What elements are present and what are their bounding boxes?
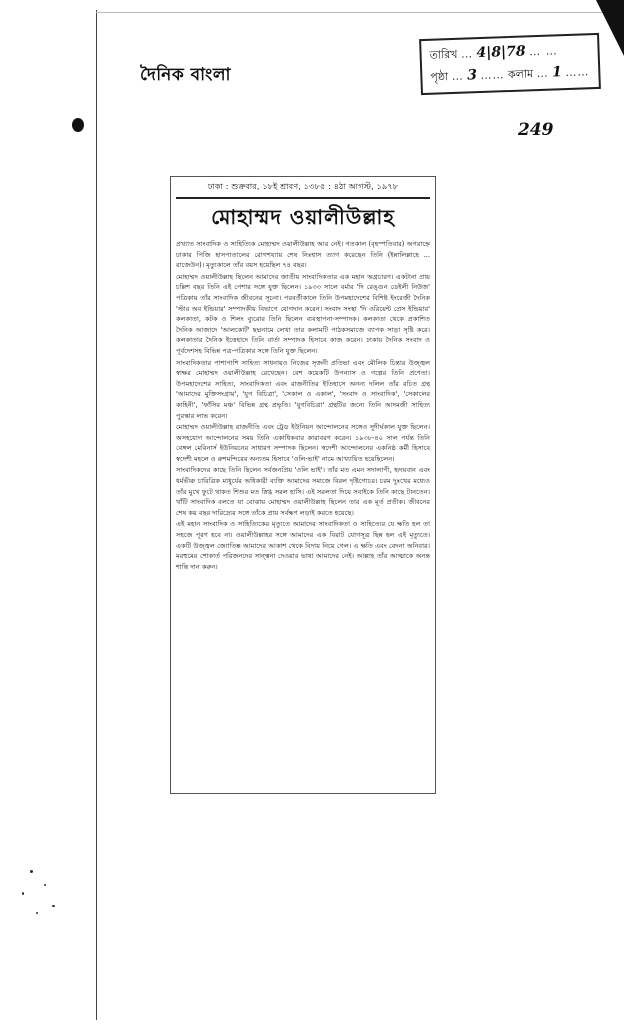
stamp-date-row: তারিখ … 4|8|78 … … — [429, 43, 558, 62]
clipping-paragraph: মোহাম্মদ ওয়ালীউল্লাহ ছিলেন আমাদের জাতীয় সাংবাদিকতার এক মহান অগ্রচারণ। একটানা প্রায় চল্লিশ বছর তিনি এই পেশার সঙ্গে যুক্ত ছিলেন। ১৯৩৩ সালে বর্মার 'দি রেঙ্গুন ডেইলী নিউজ' পত্রিকায় তাঁর সাংবাদিক জীবনের সূচনা। পরবর্তীকালে তিনি উপমহাদেশের বিশিষ্ট ইংরেজী দৈনিক 'স্টার অব ইন্ডিয়ার' সম্পাদকীয় বিভাগে যোগদান করেন। সংবাদ সংস্থা 'দি ওরিয়েন্ট প্রেস ইন্ডিয়ার' কলকাতা, কটক ও শিলং ব্যুরোর তিনি ছিলেন ব্যবস্থাপনা-সম্পাদক। কলকাতা থেকে প্রকাশিত দৈনিক আজাদে 'আলকোর্ট' ছদ্মনামে লেখা তার কলামটি পাঠকসমাজে ব্যাপক সাড়া সৃষ্টি করে। কলকাতার দৈনিক ইত্তেহাদে তিনি বার্তা সম্পাদক হিসাবে কাজ করেন। ঢাকায় দৈনিক সংবাদ ও পূর্বদেশসহ বিভিন্ন পত্র-পত্রিকার সঙ্গে তিনি যুক্ত ছিলেন। — [176, 272, 430, 355]
punch-hole — [72, 118, 84, 132]
clipping-paragraph: এই মহান সাংবাদিক ও সাহিত্যিকের মৃত্যুতে আমাদের সাংবাদিকতা ও সাহিত্যের যে ক্ষতি হল তা সহজে পূরণ হবে না। ওয়ালীউল্লাহর সঙ্গে আমাদের এক বিরাট যোগসূত্র ছিন্ন হল এই মৃত্যুতে। একটি উজ্জ্বল জ্যোতিষ্ক আমাদের আকাশ থেকে বিদায় নিয়ে গেল। এ ক্ষতি এবং বেদনা অনিবার। মরহুমের শোকার্ত পরিজনদের সান্ত্বনা দেওয়ার ভাষা আমাদের নেই। আল্লাহ তাঁর আত্মাকে অনন্ত শান্তি দান করুন। — [176, 520, 430, 571]
stamp-column-value: 1 — [551, 64, 563, 81]
scan-top-edge — [96, 12, 606, 13]
scan-page-edge — [96, 10, 97, 1020]
stamp-date-value: 4|8|78 — [476, 43, 526, 62]
scan-speck — [44, 884, 46, 886]
clipping-paragraph: মোহাম্মদ ওয়ালীউল্লাহ রাজনীতি এবং ট্রেড ইউনিয়ন আন্দোলনের সঙ্গেও সুদীর্ঘকাল যুক্ত ছিলেন। অসহযোগ আন্দোলনের সময় তিনি একাধিকবার কারাবরণ করেন। ১৯৩৮-৪০ সাল পর্যন্ত তিনি বেঙ্গল মেরিনার্স ইউনিয়নের সাধারণ সম্পাদক ছিলেন। স্বদেশী আন্দোলনের একনিষ্ঠ কর্মী হিসাবে স্বদেশী মহলে ও রুশমন্দিরের অন্যতম হিসাবে 'ওলি-ভাই' নামে আখ্যায়িত হয়েছিলেন। — [176, 423, 430, 463]
archive-page-number: 249 — [518, 120, 554, 140]
scan-speck — [22, 892, 24, 895]
stamp-date-label: তারিখ — [429, 47, 458, 62]
clipping-dateline: ঢাকা : শুক্রবার, ১৮ই শ্রাবণ, ১৩৮৫ : ৪ঠা আগস্ট, ১৯৭৮ — [176, 181, 430, 199]
newspaper-name: দৈনিক বাংলা — [140, 65, 231, 85]
stamp-page-row: পৃষ্ঠা … 3 …… কলাম … 1 …… — [430, 64, 590, 84]
clipping-paragraph: প্রখ্যাত সাংবাদিক ও সাহিত্যিক মোহাম্মদ ওয়ালীউল্লাহ আর নেই। গতকাল (বৃহস্পতিবার) অপরাহ্নে ঢাকার পিজি হাসপাতালের রোগশয্যায় শেষ নিঃশ্বাস ত্যাগ করেছেন তিনি (ইন্নালিল্লাহে ... রাজেউন)। মৃত্যুকালে তাঁর বয়স হয়েছিল ৭৪ বছর। — [176, 240, 430, 270]
archive-stamp — [419, 33, 601, 95]
stamp-column-label: কলাম — [507, 67, 534, 82]
folded-corner — [596, 0, 624, 56]
clipping-headline: মোহাম্মদ ওয়ালীউল্লাহ — [211, 205, 395, 229]
clipping-paragraph: সাংবাদিকদের কাছে তিনি ছিলেন সর্বজনপ্রিয় 'ওলি ভাই'। তাঁর মত এমন সদালাপী, হৃদয়বান এবং ধর্মভীরু চারিত্রিক মাধুর্যের অধিকারী ব্যক্তি আমাদের সমাজে বিরল দৃষ্টিগোচর। চরম দুঃখের মধ্যেও তাঁর মুখে ফুটে থাকত শিশুর মত স্নিগ্ধ সরল হাসি। এই সরলতা দিয়ে সবাইকে তিনি কাছে টানতেন। খাঁটি সাংবাদিক বলতে যা বোঝায় মোহাম্মদ ওয়ালীউল্লাহ ছিলেন তার এক মূর্ত প্রতীক। জীবনের শেষ কয় বছর দারিদ্র্যের সঙ্গে তাঁকে প্রায় সর্বক্ষণ লড়াই করতে হয়েছে। — [176, 466, 430, 517]
scan-speck — [30, 870, 33, 873]
stamp-page-label: পৃষ্ঠা — [430, 70, 449, 84]
stamp-page-value: 3 — [466, 67, 478, 84]
newspaper-clipping — [170, 176, 436, 794]
scan-speck — [36, 912, 38, 914]
scan-speck — [52, 905, 55, 907]
clipping-paragraph: সাংবাদিকতার পাশাপাশি সাহিত্য সাধনায়ও নিজের সৃজনী প্রতিভা এবং মৌলিক চিন্তার উজ্জ্বল স্বাক্ষর মোহাম্মদ ওয়ালীউল্লাহ রেখেছেন। বেশ কয়েকটি উপন্যাস ও গল্পের তিনি প্রণেতা। উপমহাদেশের সাহিত্য, সাংবাদিকতা এবং রাজনীতির ইতিহাসে অনন্য দলিল তাঁর রচিত গ্রন্থ 'আমাদের মুক্তিসংগ্রাম', 'যুগ বিচিত্রা', 'সেকাল ও একাল', 'সংবাদ ও সাংবাদিক', 'সেকালের কাহিনী', 'ফাঁসির মঞ্চ' বিভিন্ন গ্রন্থ প্রভৃতি। 'যুগবিচিত্রা' গ্রন্থটির জন্যে তিনি আদমজী সাহিত্য পুরস্কার লাভ করেন। — [176, 358, 430, 420]
